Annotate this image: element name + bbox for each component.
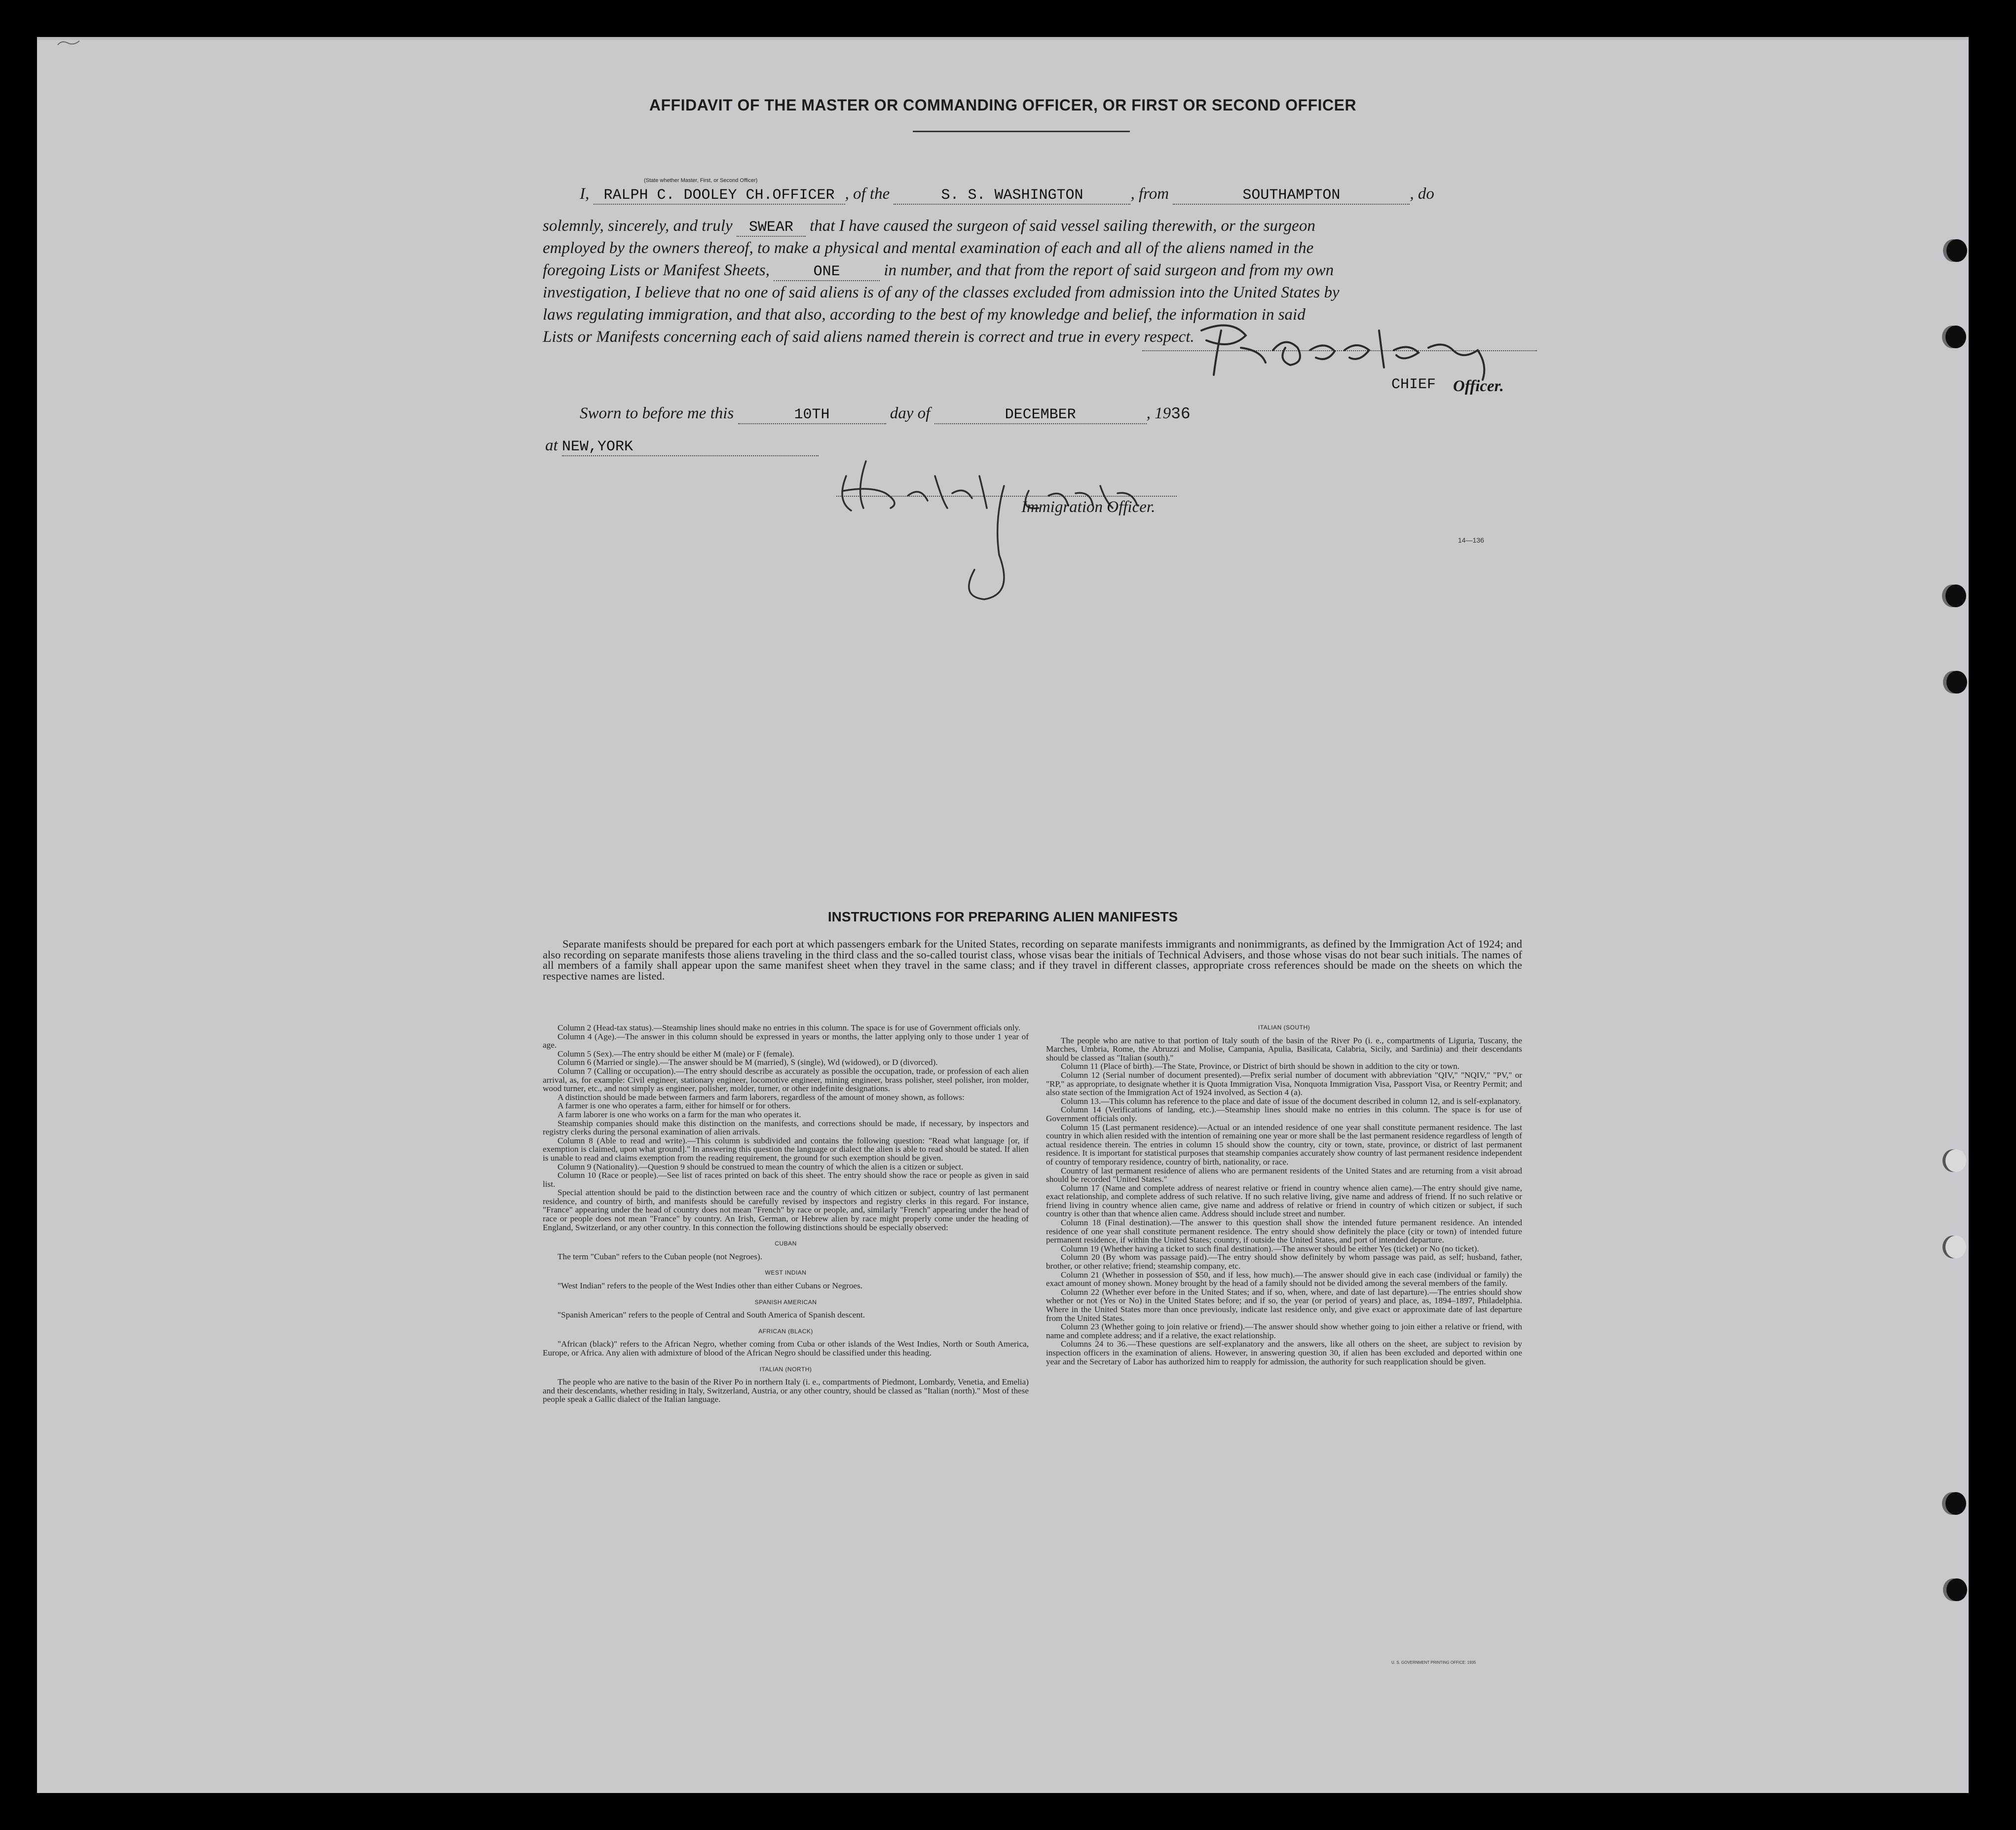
binder-hole-icon [1945,1236,1966,1258]
instructions-left-column [543,1024,1029,1404]
section-heading: ITALIAN (NORTH) [759,1365,812,1373]
sworn-line [580,404,1191,424]
binder-hole-icon [1946,239,1967,262]
instruction-paragraph: Column 6 (Married or single).—The answer should be M (married), S (single), Wd (widowed), or D (divorced). [558,1058,938,1067]
instructions-title: INSTRUCTIONS FOR PREPARING ALIEN MANIFESTS [827,909,1178,924]
binder-hole-icon [1946,671,1967,694]
section-heading: AFRICAN (BLACK) [758,1327,813,1335]
sworn-month-field: DECEMBER [934,406,1147,424]
affidavit-title: AFFIDAVIT OF THE MASTER OR COMMANDING OFFICER, OR FIRST OR SECOND OFFICER [649,96,1357,114]
instruction-paragraph: Column 13.—This column has reference to the place and date of issue of the document described in column 12, and is self-explanatory. [1061,1096,1521,1106]
instruction-paragraph: Column 12 (Serial number of document presented).—Prefix serial number of document with abbreviation "QIV," "NQIV," "PV," or "RP," as appropriate, to designate whether it is Quota Immigration Visa, Nonquota Immigration Visa, Passport Visa, or Reentry Permit; and also state section of the Immigration Act of 1924 involved, as Section 4 (a). [1046,1070,1522,1098]
instruction-paragraph: Column 21 (Whether in possession of $50, and if less, how much).—The answer should give in each case (individual or family) the exact amount of money shown. Money brought by the head of a family should not be divided among the several members of the family. [1046,1270,1522,1288]
immigration-officer-label: Immigration Officer. [1021,498,1156,516]
year-prefix: , 19 [1146,404,1171,422]
binder-hole-icon [1945,1149,1966,1172]
section-heading: SPANISH AMERICAN [754,1298,817,1306]
instructions-right-column [1046,1024,1522,1366]
line-1-text-c: , from [1130,185,1169,203]
sworn-year: 36 [1171,405,1191,423]
section-text: "African (black)" refers to the African Negro, whether coming from Cuba or other islands of the West Indies, North or South America, Europe, or Africa. Any alien with admixture of blood of the African Negro should be classified under this heading. [543,1339,1029,1357]
officer-name-field: RALPH C. DOOLEY CH.OFFICER [594,187,845,205]
instruction-paragraph: A distinction should be made between farmers and farm laborers, regardless of the amount of money shown, as follows: [558,1092,965,1102]
sworn-label: Sworn to before me this [580,404,734,422]
line-1-text-a: I, [580,185,590,203]
instruction-paragraph: Column 7 (Calling or occupation).—The entry should describe as accurately as possible the occupation, trade, or profession of each alien arrival, as, for example: Civil engineer, stationary engineer, locomotive engineer, mining engineer, brass polisher, steel polisher, iron molder, wood turner, etc., and not simply as engineer, polisher, molder, turner, or other indefinite designations. [543,1066,1029,1094]
section-heading: CUBAN [775,1240,797,1247]
instruction-paragraph: Column 5 (Sex).—The entry should be either M (male) or F (female). [558,1049,794,1059]
instruction-paragraph: Special attention should be paid to the distinction between race and the country of which citizen or subject, country of last permanent residence, and country of birth, and manifests should be carefully revised by inspectors and registry clerks in this regard. For instance, "France" appearing under the head of country does not mean "French" by race or people, and, similarly "French" appearing under the head of race or people does not mean "France" by country. An Irish, German, or Hebrew alien by race might properly come under the heading of England, Switzerland, or any other country. In this connection the following distinctions should be especially observed: [543,1188,1029,1232]
line-4-text-b: in number, and that from the report of said surgeon and from my own [884,261,1334,279]
instruction-paragraph: A farm laborer is one who works on a farm for the man who operates it. [558,1109,801,1119]
line-2-text-b: that I have caused the surgeon of said vessel sailing therewith, or the surgeon [810,217,1315,235]
affidavit-line-6: laws regulating immigration, and that also, according to the best of my knowledge and belief, the information in said [543,306,1306,324]
instruction-paragraph: Country of last permanent residence of aliens who are permanent residents of the United States and are returning from a visit abroad should be recorded "United States." [1046,1166,1522,1184]
line-2-text-a: solemnly, sincerely, and truly [543,217,733,235]
section-text: "Spanish American" refers to the people of Central and South America of Spanish descent. [558,1310,865,1320]
scan-edge [37,37,1969,40]
instruction-paragraph: Column 14 (Verifications of landing, etc.).—Steamship lines should make no entries in this column. The space is for use of Government officials only. [1046,1105,1522,1123]
line-4-text-a: foregoing Lists or Manifest Sheets, [543,261,770,279]
corner-mark-icon [57,39,81,46]
instruction-paragraph: The people who are native to that portion of Italy south of the basin of the River Po (i. e., compartments of Liguria, Tuscany, the Marches, Umbria, Rome, the Abruzzi and Molise, Campania, Apulia, Basilicata, Calabria, Sicily, and Sardinia) and their descendants should be classed as "Italian (south)." [1046,1035,1522,1062]
manifest-page [37,37,1969,1793]
at-label: at [545,437,558,454]
instruction-paragraph: Column 18 (Final destination).—The answer to this question shall show the intended future permanent residence. An intended residence of one year shall constitute permanent residence. The entry should show definitely the place (city or town) of intended future permanent residence, if within the United States; country, if outside the United States, and port of intended departure. [1046,1218,1522,1245]
instruction-paragraph: Column 17 (Name and complete address of nearest relative or friend in country whence alien came).—The entry should give name, exact relationship, and complete address of such relative. If no such relative living, give name and address of friend. If no such relative or friend living in country whence alien came, give name and address of relative or friend in country of which citizen or subject, if such country is other than that whence alien came. Address should include street and number. [1046,1183,1522,1219]
instruction-paragraph: Column 20 (By whom was passage paid).—The entry should show definitely by whom passage was paid, as self; husband, father, brother, or other relative; friend; steamship company, etc. [1046,1252,1522,1271]
instruction-paragraph: Column 22 (Whether ever before in the United States; and if so, when, where, and date of last departure).—The entries should show whether or not (Yes or No) in the United States before; and if so, the year (or period of years) and place, as, 1894–1897, Philadelphia. Where in the United States more than once previously, indicate last residence only, and give exact or approximate date of last departure from the United States. [1046,1287,1522,1323]
instruction-paragraph: Column 19 (Whether having a ticket to such final destination).—The answer should be either Yes (ticket) or No (no ticket). [1061,1244,1479,1253]
instruction-paragraph: Column 23 (Whether going to join relative or friend).—The answer should show whether going to join either a relative or friend, with name and complete address; and if a relative, the exact relationship. [1046,1322,1522,1340]
instruction-paragraph: Column 11 (Place of birth).—The State, Province, or District of birth should be shown in addition to the city or town. [1061,1061,1460,1071]
officer-label: Officer. [1453,377,1504,395]
section-heading: WEST INDIAN [765,1269,807,1277]
immigration-signature-icon [817,446,1172,614]
form-number: 14—136 [1458,536,1484,544]
instruction-paragraph: Column 9 (Nationality).—Question 9 should be construed to mean the country of which the alien is a citizen or subject. [558,1162,964,1171]
title-rule [913,131,1130,132]
affidavit-line-5: investigation, I believe that no one of said aliens is of any of the classes excluded from admission into the United States by [543,284,1340,301]
line-1-text-b: , of the [845,185,890,203]
line-1-text-d: , do [1410,185,1434,203]
binder-hole-icon [1945,326,1966,348]
affidavit-line-1 [580,185,1434,205]
officer-rank: CHIEF [1391,376,1436,393]
affidavit-line-4 [543,261,1334,281]
affidavit-line-2 [543,217,1315,237]
binder-hole-icon [1945,1492,1966,1515]
instruction-paragraph: Column 2 (Head-tax status).—Steamship lines should make no entries in this column. The space is for use of Government officials only. [558,1023,1021,1032]
port-from-field: SOUTHAMPTON [1173,187,1410,205]
section-heading: ITALIAN (SOUTH) [1258,1024,1310,1031]
section-text: "West Indian" refers to the people of the West Indies other than either Cubans or Negroes. [558,1281,863,1291]
sheet-count-field: ONE [774,263,880,281]
binder-hole-icon [1945,585,1966,607]
instructions-intro: Separate manifests should be prepared for each port at which passengers embark for the United States, recording on separate manifests immigrants and nonimmigrants, as defined by the Immigration Act of 1924; and also recording on separate manifests those aliens traveling in the third class and the so-called tourist class, whose visas bear the initials of Technical Advisers, and those whose visas do not bear such initials. The names of all members of a family shall appear upon the same manifest sheet when they travel in the same class; and if they travel in different classes, appropriate cross references should be made on the sheets on which the respective names are listed. [543,938,1522,982]
affidavit-line-7: Lists or Manifests concerning each of said aliens named therein is correct and true in every respect. [543,328,1195,346]
vessel-field: S. S. WASHINGTON [894,187,1130,205]
affidavit-line-3: employed by the owners thereof, to make a physical and mental examination of each and all of the aliens named in the [543,239,1314,257]
section-text: The term "Cuban" refers to the Cuban people (not Negroes). [558,1251,762,1261]
instruction-paragraph: A farmer is one who operates a farm, either for himself or for others. [558,1101,791,1111]
printer-note: U. S. GOVERNMENT PRINTING OFFICE: 1935 [1391,1660,1476,1665]
instruction-paragraph: Columns 24 to 36.—These questions are self-explanatory and the answers, like all others on the sheet, are subject to revision by inspection officers in the examination of aliens. However, in answering question 30, if alien has been excluded and deported within one year and the Secretary of Labor has authorized him to reapply for admission, the authority for such reapplication should be given. [1046,1339,1522,1366]
section-text: The people who are native to the basin of the River Po in northern Italy (i. e., compartments of Piedmont, Lombardy, Venetia, and Emelia) and their descendants, whether residing in Italy, Switzerland, Austria, or any other country, should be classed as "Italian (north)." Most of these people speak a Gallic dialect of the Italian language. [543,1377,1029,1404]
instruction-paragraph: Column 4 (Age).—The answer in this column should be expressed in years or months, the latter applying only to those under 1 year of age. [543,1031,1029,1050]
state-whether-note: (State whether Master, First, or Second Officer) [644,178,758,183]
at-line [545,437,819,456]
sworn-place-field: NEW,YORK [562,439,819,456]
instruction-paragraph: Column 8 (Able to read and write).—This column is subdivided and contains the following question: "Read what language [or, if exemption is claimed, upon what ground]." In answering this question the language or dialect the alien is able to read should be stated. If alien is unable to read and claims exemption from the reading requirement, the ground for such exemption should be given. [543,1135,1029,1163]
day-of-label: day of [890,404,931,422]
instruction-paragraph: Column 10 (Race or people).—See list of races printed on back of this sheet. The entry should show the race or people as given in said list. [543,1171,1029,1189]
oath-field: SWEAR [737,219,806,237]
binder-hole-icon [1946,1578,1967,1601]
sworn-day-field: 10TH [738,406,886,424]
instruction-paragraph: Column 15 (Last permanent residence).—Actual or an intended residence of one year shall constitute permanent residence. The last country in which alien resided with the intention of remaining one year or more shall be the last permanent residence regardless of length of actual residence therein. The entries in column 15 should show the country, city or town, state, province, or district of last permanent residence. It is important for statistical purposes that steamship companies accurately show country of last permanent residence independent of country of temporary residence, country of birth, nationality, or race. [1046,1122,1522,1167]
instruction-paragraph: Steamship companies should make this distinction on the manifests, and corrections should be made, if necessary, by inspectors and registry clerks during the personal examination of alien arrivals. [543,1118,1029,1137]
